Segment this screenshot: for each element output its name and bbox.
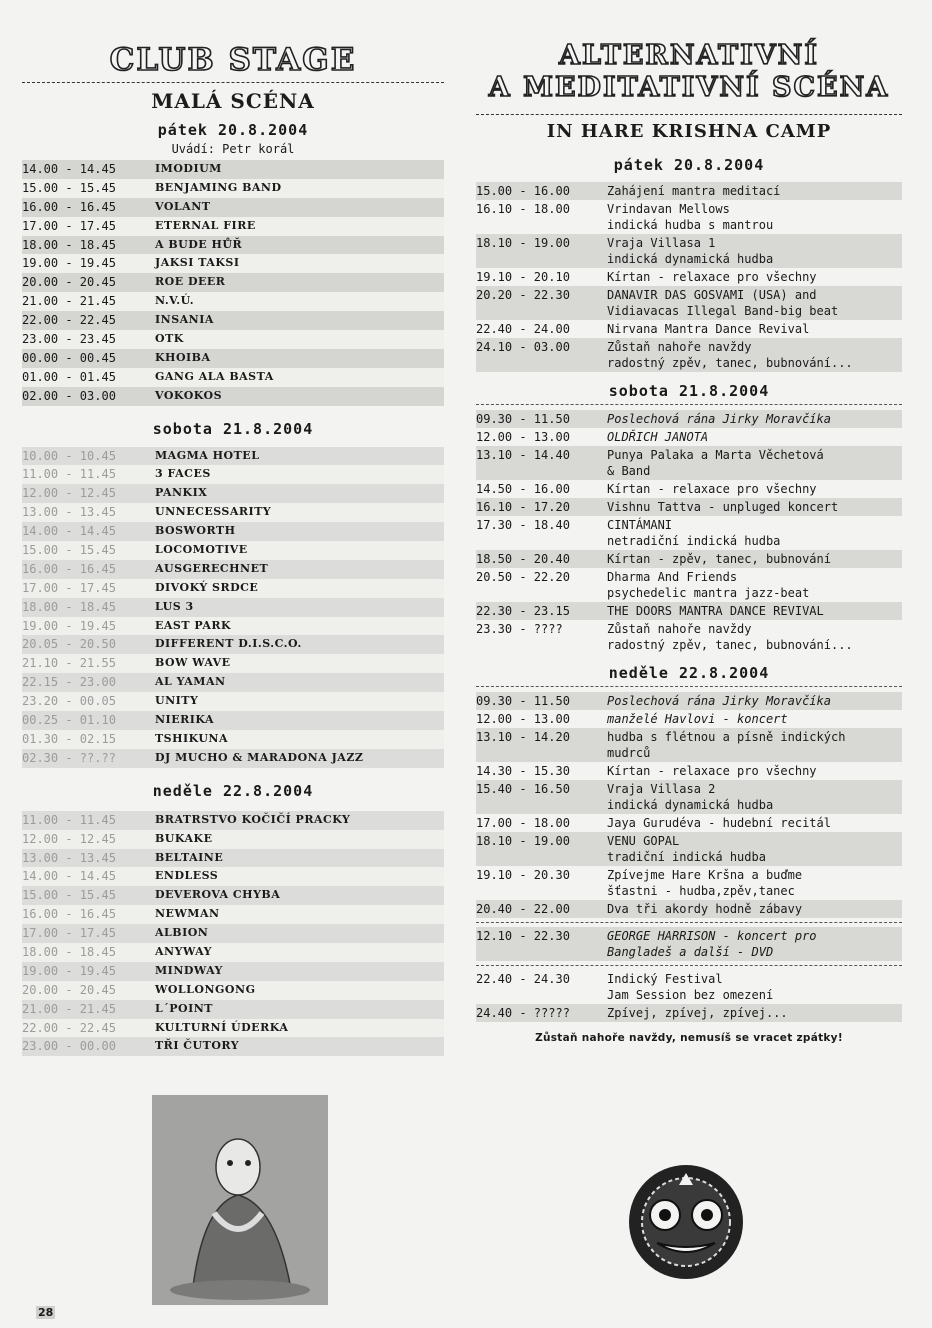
table-row — [476, 602, 902, 620]
table-row — [476, 200, 902, 234]
performer-cell: MINDWAY — [155, 963, 223, 977]
time-cell: 19.00 - 19.45 — [22, 963, 116, 978]
table-row — [476, 320, 902, 338]
performer-cell: KULTURNÍ ÚDERKA — [155, 1020, 289, 1034]
time-cell: 22.40 - 24.00 — [476, 322, 570, 336]
time-cell: 24.10 - 03.00 — [476, 340, 570, 354]
performer-cell: Zpívejme Hare Kršna a buďme šťastni - hudba,zpěv,tanec — [607, 868, 803, 898]
table-row — [476, 480, 902, 498]
performer-cell: TSHIKUNA — [155, 731, 229, 745]
table-row — [476, 692, 902, 710]
table-row — [476, 710, 902, 728]
table-row — [22, 886, 444, 905]
time-cell: 14.50 - 16.00 — [476, 482, 570, 496]
table-row — [22, 673, 444, 692]
day-heading-saturday: sobota 21.8.2004 — [152, 419, 314, 438]
table-row — [22, 447, 444, 466]
divider — [22, 82, 444, 83]
time-cell: 22.40 - 24.30 — [476, 972, 570, 986]
divider — [476, 965, 902, 966]
time-cell: 02.00 - 03.00 — [22, 388, 116, 403]
performer-cell: BELTAINE — [155, 850, 224, 864]
performer-cell: ETERNAL FIRE — [155, 218, 256, 232]
meditating-figure-illustration — [152, 1095, 328, 1305]
time-cell: 20.00 - 20.45 — [22, 982, 116, 997]
jagannath-face-icon — [627, 1163, 745, 1281]
table-row — [22, 349, 444, 368]
performer-cell: GANG ALA BASTA — [155, 369, 274, 383]
time-cell: 16.00 - 16.45 — [22, 561, 116, 576]
performer-cell: WOLLONGONG — [155, 982, 256, 996]
time-cell: 22.15 - 23.00 — [22, 675, 116, 690]
time-cell: 09.30 - 11.50 — [476, 412, 570, 426]
performer-cell: UNNECESSARITY — [155, 505, 272, 519]
table-row — [22, 292, 444, 311]
performer-cell: CINTÁMANI netradiční indická hudba — [607, 518, 781, 548]
table-row — [22, 179, 444, 198]
performer-cell: BUKAKE — [155, 831, 213, 845]
table-row — [22, 811, 444, 830]
performer-cell: DIFFERENT D.I.S.C.O. — [155, 637, 302, 651]
time-cell: 15.40 - 16.50 — [476, 782, 570, 796]
table-row — [476, 268, 902, 286]
table-row — [22, 905, 444, 924]
time-cell: 11.00 - 11.45 — [22, 812, 116, 827]
day-heading-sunday: neděle 22.8.2004 — [152, 781, 314, 800]
time-cell: 00.00 - 00.45 — [22, 350, 116, 365]
performer-cell: DIVOKÝ SRDCE — [155, 580, 259, 594]
time-cell: 18.00 - 18.45 — [22, 237, 116, 252]
time-cell: 17.30 - 18.40 — [476, 518, 570, 532]
time-cell: 23.00 - 23.45 — [22, 332, 116, 347]
table-row — [476, 446, 902, 480]
table-row — [22, 711, 444, 730]
table-row — [476, 927, 902, 961]
performer-cell: manželé Havlovi - koncert — [607, 712, 788, 726]
footer-slogan: Zůstaň nahoře navždy, nemusíš se vracet zpátky! — [535, 1032, 843, 1044]
performer-cell: UNITY — [155, 694, 199, 708]
table-row — [22, 311, 444, 330]
table-row — [22, 579, 444, 598]
table-row — [22, 830, 444, 849]
table-row — [22, 198, 444, 217]
table-row — [476, 970, 902, 1004]
table-row — [22, 617, 444, 636]
time-cell: 18.50 - 20.40 — [476, 552, 570, 566]
time-cell: 01.00 - 01.45 — [22, 369, 116, 384]
time-cell: 12.00 - 13.00 — [476, 712, 570, 726]
time-cell: 12.00 - 12.45 — [22, 486, 116, 501]
performer-cell: Vraja Villasa 1 indická dynamická hudba — [607, 236, 774, 266]
performer-cell: VOKOKOS — [155, 388, 223, 402]
table-row — [476, 780, 902, 814]
mala-scena-subtitle: MALÁ SCÉNA — [151, 89, 315, 113]
table-row — [22, 1037, 444, 1056]
performer-cell: Punya Palaka a Marta Věchetová & Band — [607, 448, 824, 478]
performer-cell: Zahájení mantra meditací — [607, 184, 781, 198]
time-cell: 20.20 - 22.30 — [476, 288, 570, 302]
table-row — [22, 962, 444, 981]
table-row — [22, 692, 444, 711]
performer-cell: Kírtan - relaxace pro všechny — [607, 764, 817, 778]
time-cell: 16.10 - 18.00 — [476, 202, 570, 216]
table-row — [476, 182, 902, 200]
time-cell: 00.25 - 01.10 — [22, 713, 116, 728]
table-row — [476, 866, 902, 900]
table-row — [476, 814, 902, 832]
time-cell: 21.10 - 21.55 — [22, 656, 116, 671]
time-cell: 09.30 - 11.50 — [476, 694, 570, 708]
day-heading-friday: pátek 20.8.2004 — [157, 121, 309, 139]
table-row — [22, 217, 444, 236]
time-cell: 12.10 - 22.30 — [476, 929, 570, 943]
time-cell: 18.00 - 18.45 — [22, 944, 116, 959]
performer-cell: Kírtan - relaxace pro všechny — [607, 482, 817, 496]
table-row — [476, 550, 902, 568]
jagannath-logo — [627, 1163, 745, 1281]
time-cell: 23.20 - 00.05 — [22, 694, 116, 709]
time-cell: 14.00 - 14.45 — [22, 162, 116, 176]
time-cell: 16.00 - 16.45 — [22, 907, 116, 922]
performer-cell: BENJAMING BAND — [155, 180, 282, 194]
performer-cell: DEVEROVA CHYBA — [155, 888, 281, 902]
day-heading-saturday: sobota 21.8.2004 — [608, 382, 770, 400]
schedule-table-friday — [22, 160, 444, 406]
time-cell: 20.40 - 22.00 — [476, 902, 570, 916]
performer-cell: IMODIUM — [155, 162, 222, 175]
performer-cell: BOW WAVE — [155, 656, 231, 670]
time-cell: 17.00 - 17.45 — [22, 926, 116, 941]
table-row — [476, 762, 902, 780]
time-cell: 18.10 - 19.00 — [476, 834, 570, 848]
performer-cell: AL YAMAN — [155, 675, 226, 689]
table-row — [22, 849, 444, 868]
table-row — [22, 541, 444, 560]
time-cell: 13.10 - 14.20 — [476, 730, 570, 744]
divider — [476, 404, 902, 405]
table-row — [22, 924, 444, 943]
time-cell: 14.00 - 14.45 — [22, 524, 116, 539]
performer-cell: Nirvana Mantra Dance Revival — [607, 322, 810, 336]
time-cell: 15.00 - 15.45 — [22, 180, 116, 195]
table-row — [476, 428, 902, 446]
table-row — [22, 749, 444, 768]
table-row — [22, 654, 444, 673]
time-cell: 14.30 - 15.30 — [476, 764, 570, 778]
club-stage-title: CLUB STAGE — [109, 42, 357, 78]
time-cell: 19.00 - 19.45 — [22, 618, 116, 633]
table-row — [22, 330, 444, 349]
table-row — [22, 981, 444, 1000]
time-cell: 21.00 - 21.45 — [22, 1001, 116, 1016]
performer-cell: PANKIX — [155, 486, 208, 500]
table-row — [476, 410, 902, 428]
time-cell: 21.00 - 21.45 — [22, 294, 116, 309]
time-cell: 16.00 - 16.45 — [22, 199, 116, 214]
time-cell: 19.10 - 20.10 — [476, 270, 570, 284]
table-row — [476, 620, 902, 654]
performer-cell: L´POINT — [155, 1001, 213, 1015]
table-row — [476, 900, 902, 918]
performer-cell: DANAVIR DAS GOSVAMI (USA) and Vidiavacas Illegal Band-big beat — [607, 288, 839, 318]
performer-cell: VENU GOPAL tradiční indická hudba — [607, 834, 766, 864]
table-row — [22, 160, 444, 179]
table-row — [476, 516, 902, 550]
performer-cell: N.V.Ú. — [155, 294, 195, 308]
table-row — [22, 484, 444, 503]
time-cell: 12.00 - 12.45 — [22, 831, 116, 846]
alternative-title-line1: ALTERNATIVNÍ — [559, 40, 819, 71]
performer-cell: LUS 3 — [155, 599, 194, 613]
time-cell: 15.00 - 15.45 — [22, 888, 116, 903]
table-row — [22, 867, 444, 886]
table-row — [22, 943, 444, 962]
performer-cell: GEORGE HARRISON - koncert pro Bangladeš a další - DVD — [607, 929, 817, 959]
table-row — [476, 728, 902, 762]
alternative-title-line2: A MEDITATIVNÍ SCÉNA — [488, 72, 890, 103]
table-row — [22, 730, 444, 749]
performer-cell: Vishnu Tattva - unpluged koncert — [607, 500, 839, 514]
performer-cell: Vraja Villasa 2 indická dynamická hudba — [607, 782, 774, 812]
performer-cell: Poslechová rána Jirky Moravčíka — [607, 412, 831, 426]
time-cell: 01.30 - 02.15 — [22, 731, 116, 746]
table-row — [22, 560, 444, 579]
late-program — [476, 970, 902, 1022]
time-cell: 20.00 - 20.45 — [22, 275, 116, 290]
performer-cell: Zůstaň nahoře navždy radostný zpěv, tanec, bubnování... — [607, 340, 853, 370]
host-line: Uvádí: Petr korál — [171, 142, 295, 156]
performer-cell: Vrindavan Mellows indická hudba s mantrou — [607, 202, 774, 232]
schedule-table-sunday — [22, 811, 444, 1057]
performer-cell: ROE DEER — [155, 275, 226, 289]
schedule-table-saturday — [22, 447, 444, 768]
performer-cell: EAST PARK — [155, 618, 232, 632]
performer-cell: OLDŘICH JANOTA — [607, 430, 709, 444]
meditating-figure-icon — [152, 1095, 328, 1305]
time-cell: 22.00 - 22.45 — [22, 313, 116, 328]
time-cell: 13.00 - 13.45 — [22, 850, 116, 865]
divider — [476, 114, 902, 115]
time-cell: 18.10 - 19.00 — [476, 236, 570, 250]
table-row — [476, 1004, 902, 1022]
performer-cell: THE DOORS MANTRA DANCE REVIVAL — [607, 604, 824, 618]
time-cell: 17.00 - 18.00 — [476, 816, 570, 830]
performer-cell: BOSWORTH — [155, 524, 236, 538]
schedule-table-saturday — [476, 410, 902, 654]
performer-cell: hudba s flétnou a písně indických mudrců — [607, 730, 846, 760]
table-row — [22, 635, 444, 654]
table-row — [22, 1000, 444, 1019]
performer-cell: ENDLESS — [155, 869, 219, 883]
table-row — [22, 273, 444, 292]
performer-cell: BRATRSTVO KOČIČÍ PRACKY — [155, 812, 351, 826]
table-row — [476, 832, 902, 866]
day-heading-sunday: neděle 22.8.2004 — [608, 664, 770, 682]
table-row — [22, 236, 444, 255]
table-row — [22, 503, 444, 522]
table-row — [22, 1019, 444, 1038]
hare-krishna-subtitle: IN HARE KRISHNA CAMP — [546, 121, 832, 142]
table-row — [22, 598, 444, 617]
performer-cell: OTK — [155, 332, 184, 346]
performer-cell: MAGMA HOTEL — [155, 448, 260, 462]
performer-cell: KHOIBA — [155, 350, 211, 364]
time-cell: 10.00 - 10.45 — [22, 448, 116, 463]
performer-cell: Kírtan - relaxace pro všechny — [607, 270, 817, 284]
table-row — [476, 286, 902, 320]
time-cell: 13.10 - 14.40 — [476, 448, 570, 462]
club-stage-column — [22, 0, 444, 1056]
performer-cell: NIERIKA — [155, 713, 215, 727]
time-cell: 20.05 - 20.50 — [22, 637, 116, 652]
divider — [476, 922, 902, 923]
time-cell: 14.00 - 14.45 — [22, 869, 116, 884]
time-cell: 23.00 - 00.00 — [22, 1039, 116, 1054]
performer-cell: LOCOMOTIVE — [155, 543, 248, 557]
time-cell: 19.00 - 19.45 — [22, 256, 116, 271]
table-row — [476, 498, 902, 516]
special-screening — [476, 927, 902, 961]
time-cell: 18.00 - 18.45 — [22, 599, 116, 614]
alternative-stage-column — [476, 0, 902, 1044]
performer-cell: ANYWAY — [155, 944, 212, 958]
performer-cell: DJ MUCHO & MARADONA JAZZ — [155, 750, 364, 764]
time-cell: 20.50 - 22.20 — [476, 570, 570, 584]
performer-cell: Indický Festival Jam Session bez omezení — [607, 972, 774, 1002]
performer-cell: Zpívej, zpívej, zpívej... — [607, 1006, 788, 1020]
time-cell: 22.30 - 23.15 — [476, 604, 570, 618]
performer-cell: A BUDE HŮŘ — [155, 237, 243, 251]
performer-cell: ALBION — [155, 926, 209, 940]
time-cell: 22.00 - 22.45 — [22, 1020, 116, 1035]
table-row — [22, 387, 444, 406]
performer-cell: Poslechová rána Jirky Moravčíka — [607, 694, 831, 708]
time-cell: 02.30 - ??.?? — [22, 750, 116, 765]
performer-cell: JAKSI TAKSI — [155, 256, 240, 270]
time-cell: 13.00 - 13.45 — [22, 505, 116, 520]
page-number: 28 — [38, 1306, 54, 1319]
performer-cell: AUSGERECHNET — [155, 561, 269, 575]
table-row — [22, 368, 444, 387]
time-cell: 11.00 - 11.45 — [22, 467, 116, 482]
time-cell: 17.00 - 17.45 — [22, 218, 116, 233]
time-cell: 15.00 - 16.00 — [476, 184, 570, 198]
performer-cell: TŘI ČUTORY — [155, 1039, 240, 1053]
performer-cell: Zůstaň nahoře navždy radostný zpěv, tanec, bubnování... — [607, 622, 853, 652]
performer-cell: 3 FACES — [155, 467, 211, 481]
table-row — [476, 568, 902, 602]
performer-cell: VOLANT — [155, 199, 211, 213]
time-cell: 24.40 - ????? — [476, 1006, 570, 1020]
table-row — [476, 338, 902, 372]
table-row — [22, 254, 444, 273]
performer-cell: INSANIA — [155, 313, 214, 327]
time-cell: 15.00 - 15.45 — [22, 543, 116, 558]
table-row — [476, 234, 902, 268]
performer-cell: Kírtan - zpěv, tanec, bubnování — [607, 552, 831, 566]
time-cell: 12.00 - 13.00 — [476, 430, 570, 444]
table-row — [22, 522, 444, 541]
time-cell: 23.30 - ???? — [476, 622, 563, 636]
day-heading-friday: pátek 20.8.2004 — [613, 156, 765, 174]
performer-cell: Dharma And Friends psychedelic mantra jazz-beat — [607, 570, 810, 600]
performer-cell: NEWMAN — [155, 907, 220, 921]
table-row — [22, 465, 444, 484]
schedule-table-sunday — [476, 692, 902, 918]
performer-cell: Jaya Gurudéva - hudební recitál — [607, 816, 831, 830]
time-cell: 19.10 - 20.30 — [476, 868, 570, 882]
time-cell: 17.00 - 17.45 — [22, 580, 116, 595]
divider — [476, 686, 902, 687]
schedule-table-friday — [476, 182, 902, 372]
time-cell: 16.10 - 17.20 — [476, 500, 570, 514]
performer-cell: Dva tři akordy hodně zábavy — [607, 902, 803, 916]
